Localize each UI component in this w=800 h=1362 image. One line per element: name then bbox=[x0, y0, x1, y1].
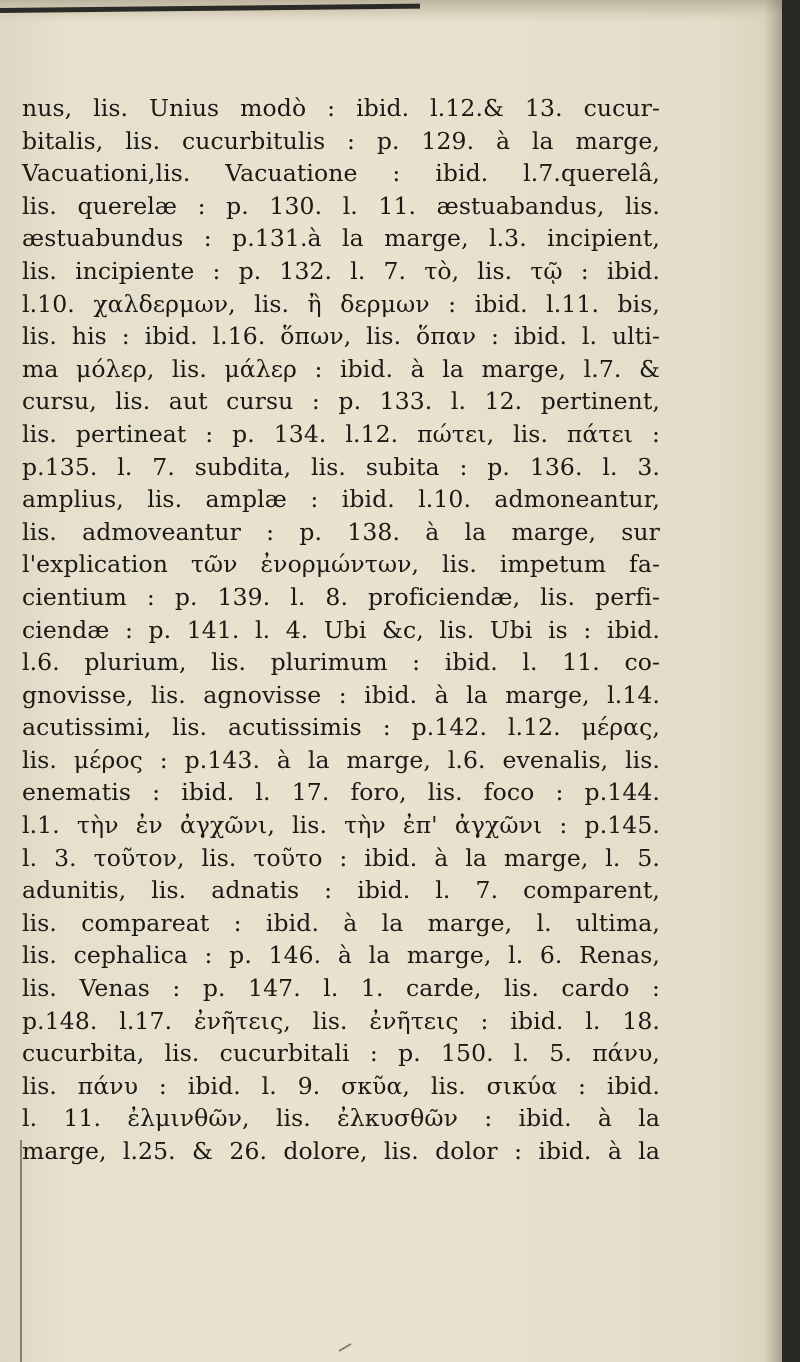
text-line: amplius, lis. amplæ : ibid. l.10. admoneantur, bbox=[22, 485, 660, 514]
text-line: lis. compareat : ibid. à la marge, l. ultima, bbox=[22, 908, 660, 937]
text-line: marge, l.25. & 26. dolore, lis. dolor : ibid. à la bbox=[22, 1137, 660, 1165]
binding-thread bbox=[20, 1140, 22, 1362]
text-line: gnovisse, lis. agnovisse : ibid. à la marge, l.14. bbox=[22, 680, 660, 709]
text-line: bitalis, lis. cucurbitulis : p. 129. à la marge, bbox=[22, 126, 660, 155]
text-line: lis. his : ibid. l.16. ὅπων, lis. ὅπαν : ibid. l. ulti- bbox=[22, 322, 660, 351]
text-line: l.1. τὴν ἐν ἀγχῶνι, lis. τὴν ἐπ' ἀγχῶνι : p.145. bbox=[22, 811, 660, 840]
text-line: lis. cephalica : p. 146. à la marge, l. 6. Renas, bbox=[22, 941, 660, 970]
text-line: lis. querelæ : p. 130. l. 11. æstuabandus, lis. bbox=[22, 191, 660, 220]
errata-text-block bbox=[22, 92, 660, 1168]
page-gutter-shadow bbox=[764, 0, 782, 1362]
text-line: acutissimi, lis. acutissimis : p.142. l.12. μέρας, bbox=[22, 713, 660, 742]
text-line: ma μόλερ, lis. μάλερ : ibid. à la marge, l.7. & bbox=[22, 354, 660, 383]
text-line: l. 11. ἐλμινθῶν, lis. ἐλκυσθῶν : ibid. à la bbox=[22, 1104, 660, 1133]
text-line: lis. μέρος : p.143. à la marge, l.6. evenalis, lis. bbox=[22, 745, 660, 774]
text-line: cucurbita, lis. cucurbitali : p. 150. l. 5. πάνυ, bbox=[22, 1039, 660, 1068]
text-line: lis. πάνυ : ibid. l. 9. σκῦα, lis. σικύα : ibid. bbox=[22, 1071, 660, 1100]
text-line: cientium : p. 139. l. 8. proficiendæ, lis. perfi- bbox=[22, 582, 660, 611]
text-line: lis. pertineat : p. 134. l.12. πώτει, lis. πάτει : bbox=[22, 419, 660, 448]
text-line: lis. Venas : p. 147. l. 1. carde, lis. cardo : bbox=[22, 974, 660, 1003]
text-line: l. 3. τοῦτον, lis. τοῦτο : ibid. à la marge, l. 5. bbox=[22, 843, 660, 872]
text-line: Vacuationi,lis. Vacuatione : ibid. l.7.querelâ, bbox=[22, 159, 660, 188]
text-line: æstuabundus : p.131.à la marge, l.3. incipient, bbox=[22, 224, 660, 253]
ink-mark bbox=[338, 1343, 355, 1359]
text-line: cursu, lis. aut cursu : p. 133. l. 12. pertinent, bbox=[22, 387, 660, 416]
text-line: p.148. l.17. ἐνῆτεις, lis. ἐνῆτεις : ibid. l. 18. bbox=[22, 1006, 660, 1035]
text-line: lis. incipiente : p. 132. l. 7. τὸ, lis. τῷ : ibid. bbox=[22, 256, 660, 285]
text-line: p.135. l. 7. subdita, lis. subita : p. 136. l. 3. bbox=[22, 452, 660, 481]
text-line: enematis : ibid. l. 17. foro, lis. foco : p.144. bbox=[22, 778, 660, 807]
text-line: l'explication τῶν ἐνορμώντων, lis. impetum fa- bbox=[22, 550, 660, 579]
text-line: adunitis, lis. adnatis : ibid. l. 7. comparent, bbox=[22, 876, 660, 905]
text-line: ciendæ : p. 141. l. 4. Ubi &c, lis. Ubi is : ibid. bbox=[22, 615, 660, 644]
text-line: l.6. plurium, lis. plurimum : ibid. l. 11. co- bbox=[22, 648, 660, 677]
text-line: l.10. χαλδερμων, lis. ἢ δερμων : ibid. l.11. bis, bbox=[22, 289, 660, 318]
text-line: lis. admoveantur : p. 138. à la marge, sur bbox=[22, 517, 660, 546]
text-line: nus, lis. Unius modò : ibid. l.12.& 13. cucur- bbox=[22, 94, 660, 122]
